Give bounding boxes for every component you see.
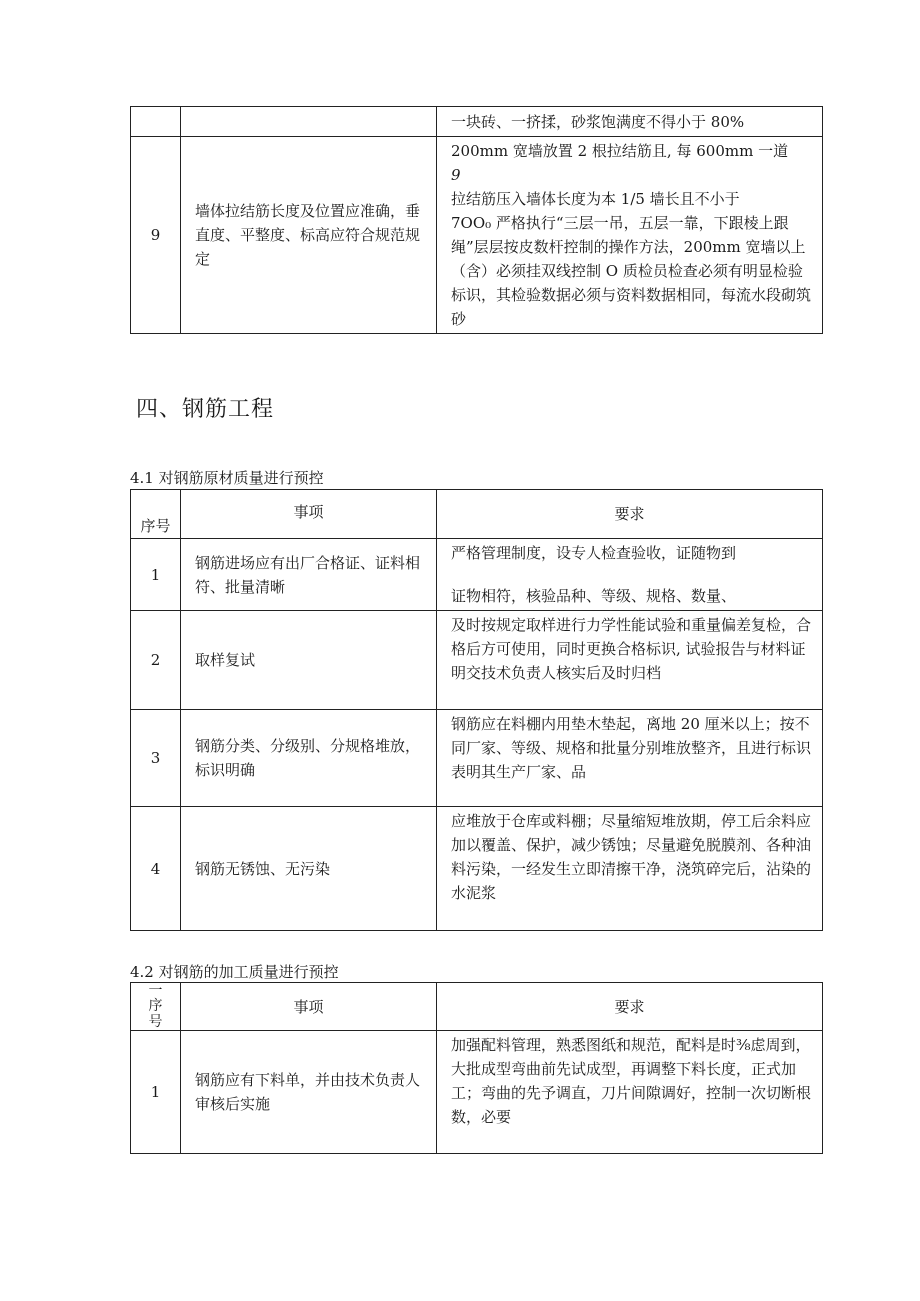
table-raw-materials — [130, 489, 823, 931]
row-number: 9 — [131, 137, 181, 334]
header-item: 事项 — [181, 983, 437, 1031]
table-top — [130, 106, 823, 334]
row-item: 钢筋分类、分级别、分规格堆放，标识明确 — [181, 710, 437, 807]
row-number: 4 — [131, 807, 181, 931]
table-row — [131, 611, 823, 710]
row-item: 钢筋无锈蚀、无污染 — [181, 807, 437, 931]
row-item — [181, 107, 437, 137]
row-number: 3 — [131, 710, 181, 807]
table-row — [131, 807, 823, 931]
row-requirement: 200mm 宽墙放置 2 根拉结筋且, 每 600mm 一道 9 拉结筋压入墙体长度为本 1/5 墙长且不小于 7OO₀ 严格执行“三层一吊，五层一靠，下跟棱上跟绳”层层按皮数杆控制的操作方法，200mm 宽墙以上（含）必须挂双线控制 O 质检员检查必须有明显检验标识，其检验数据必须与资料数据相同，每流水段砌筑砂 — [437, 137, 823, 334]
table-header-row — [131, 490, 823, 539]
table-row — [131, 107, 823, 137]
table-header-row — [131, 983, 823, 1031]
row-number: 1 — [131, 539, 181, 611]
row-number — [131, 107, 181, 137]
table2-caption: 4.2 对钢筋的加工质量进行预控 — [130, 963, 339, 981]
table-row — [131, 1031, 823, 1154]
row-item: 取样复试 — [181, 611, 437, 710]
table-processing — [130, 982, 823, 1154]
row-requirement: 及时按规定取样进行力学性能试验和重量偏差复检，合格后方可使用，同时更换合格标识, 试验报告与材料证明交技术负责人核实后及时归档 — [437, 611, 823, 710]
row-requirement: 严格管理制度，设专人检查验收，证随物到 证物相符，核验品种、等级、规格、数量、 — [437, 539, 823, 611]
row-item: 钢筋应有下料单，并由技术负责人审核后实施 — [181, 1031, 437, 1154]
header-num: 序号 — [131, 490, 181, 539]
row-item: 钢筋进场应有出厂合格证、证料相符、批量清晰 — [181, 539, 437, 611]
row-requirement: 应堆放于仓库或料棚；尽量缩短堆放期，停工后余料应加以覆盖、保护，减少锈蚀；尽量避免脱膜剂、各种油料污染，一经发生立即清擦干净，浇筑碎完后，沾染的水泥浆 — [437, 807, 823, 931]
section-title: 四、钢筋工程 — [136, 397, 275, 422]
table-row — [131, 539, 823, 611]
row-requirement: 加强配料管理，熟悉图纸和规范，配料是时⅜虑周到，大批成型弯曲前先试成型，再调整下料长度，正式加工；弯曲的先予调直，刀片间隙调好，控制一次切断根数，必要 — [437, 1031, 823, 1154]
header-req: 要求 — [437, 983, 823, 1031]
row-requirement: 钢筋应在料棚内用垫木垫起，离地 20 厘米以上；按不同厂家、等级、规格和批量分别堆放整齐，且进行标识表明其生产厂家、品 — [437, 710, 823, 807]
row-item: 墙体拉结筋长度及位置应准确，垂直度、平整度、标高应符合规范规定 — [181, 137, 437, 334]
header-item: 事项 — [181, 490, 437, 539]
header-num: 一 序号 — [131, 983, 181, 1031]
header-req: 要求 — [437, 490, 823, 539]
table1-caption: 4.1 对钢筋原材质量进行预控 — [130, 469, 324, 487]
row-number: 1 — [131, 1031, 181, 1154]
table-row — [131, 710, 823, 807]
table-row — [131, 137, 823, 334]
row-number: 2 — [131, 611, 181, 710]
row-requirement: 一块砖、一挤揉，砂浆饱满度不得小于 80% — [437, 107, 823, 137]
